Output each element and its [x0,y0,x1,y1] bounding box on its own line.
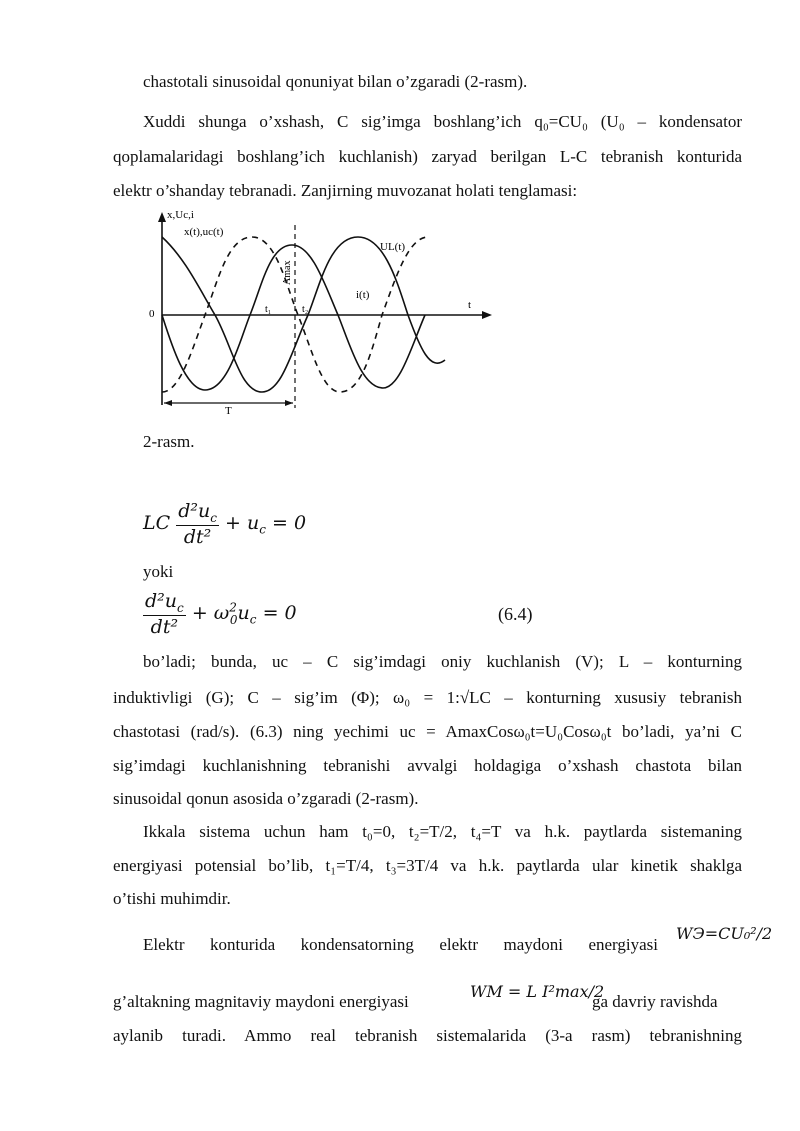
origin-label: 0 [149,308,155,320]
curve-label-i: i(t) [356,289,370,301]
equation-1 [143,500,306,548]
curve-label-x-uc: x(t),uc(t) [184,226,224,238]
text-line: g’altakning magnitaviy maydoni energiyasi [113,992,409,1011]
eq1-lhs: LC [143,511,171,534]
eq2-rest-sup: 2 [229,600,237,615]
y-axis-arrow [158,212,166,222]
curve-i [162,245,425,390]
eq2-num: d²u [145,590,178,612]
eq1-num-sub: c [210,510,217,525]
formula-we: WЭ=CU₀²/2 [676,924,773,943]
equation-2 [143,590,297,638]
t-axis-arrow [482,311,492,319]
eq2-den: dt² [150,615,179,638]
text-line: o’tishi muhimdir. [113,889,231,908]
period-label: T [225,405,232,417]
eq2-num-sub: c [177,600,184,615]
oscillation-figure [140,205,500,420]
text-line: sinusoidal qonun asosida o’zgaradi (2-rasm). [113,789,419,808]
equation-number: (6.4) [498,604,533,624]
yoki-text: yoki [143,562,174,581]
period-arrowhead-right [285,400,293,406]
text-line: ga davriy ravishda [592,992,718,1011]
text-line: qoplamalaridagi boshlang’ich kuchlanish) zaryad berilgan L-C tebranish konturida [113,147,742,166]
eq1-rest: + u [225,511,260,534]
eq1-rest-sub: c [259,522,266,537]
t2-label: t₂ [302,304,309,315]
text-line: aylanib turadi. Ammo real tebranish sistemalarida (3-a rasm) tebranishning [113,1026,742,1045]
amax-label: Amax [282,260,293,285]
formula-wm: WM = L I²max/2 [470,982,605,1001]
eq2-rest2-sub: c [249,612,257,627]
t1-label: t₁ [265,304,272,315]
curve-label-ul: UL(t) [380,241,406,253]
eq2-rest: + ω [191,601,230,624]
eq2-rest2: u [237,601,250,624]
eq1-fraction [176,500,219,548]
text-line: chastotasi (rad/s). (6.3) ning yechimi uc = AmaxCosω₀t=U₀Cosω₀t bo’ladi, ya’ni C [113,722,742,741]
eq1-rhs: = 0 [265,511,307,534]
figure-caption: 2-rasm. [143,432,195,451]
text-line: Xuddi shunga o’xshash, C sig’imga boshlang’ich q₀=CU₀ (U₀ – kondensator [143,112,742,131]
text-line: Ikkala sistema uchun ham t₀=0, t₂=T/2, t₄=T va h.k. paytlarda sistemaning [143,822,742,841]
text-line: elektr o’shanday tebranadi. Zanjirning muvozanat holati tenglamasi: [113,181,578,200]
eq2-fraction [143,590,186,638]
text-line: Elektr konturida kondensatorning elektr maydoni energiyasi [143,935,658,954]
text-line: bo’ladi; bunda, uc – C sig’imdagi oniy kuchlanish (V); L – konturning [143,652,742,671]
eq2-rest-sub: 0 [229,612,238,627]
eq1-den: dt² [183,525,212,548]
eq1-num: d²u [178,500,211,522]
text-line: sig’imdagi kuchlanishning tebranishi avvalgi holdagiga o’xshash chastota bilan [113,756,742,775]
t-axis-label: t [468,299,472,311]
eq2-rhs: = 0 [256,601,297,624]
period-arrowhead-left [164,400,172,406]
text-line: induktivligi (G); C – sig’im (Φ); ω₀ = 1:√LC – konturning xususiy tebranish [113,688,742,707]
y-axis-label: x,Uc,i [167,209,194,221]
text-line: energiyasi potensial bo’lib, t₁=T/4, t₃=3T/4 va h.k. paytlarda ular kinetik shaklga [113,856,742,875]
text-line: chastotali sinusoidal qonuniyat bilan o’zgaradi (2-rasm). [143,72,528,91]
